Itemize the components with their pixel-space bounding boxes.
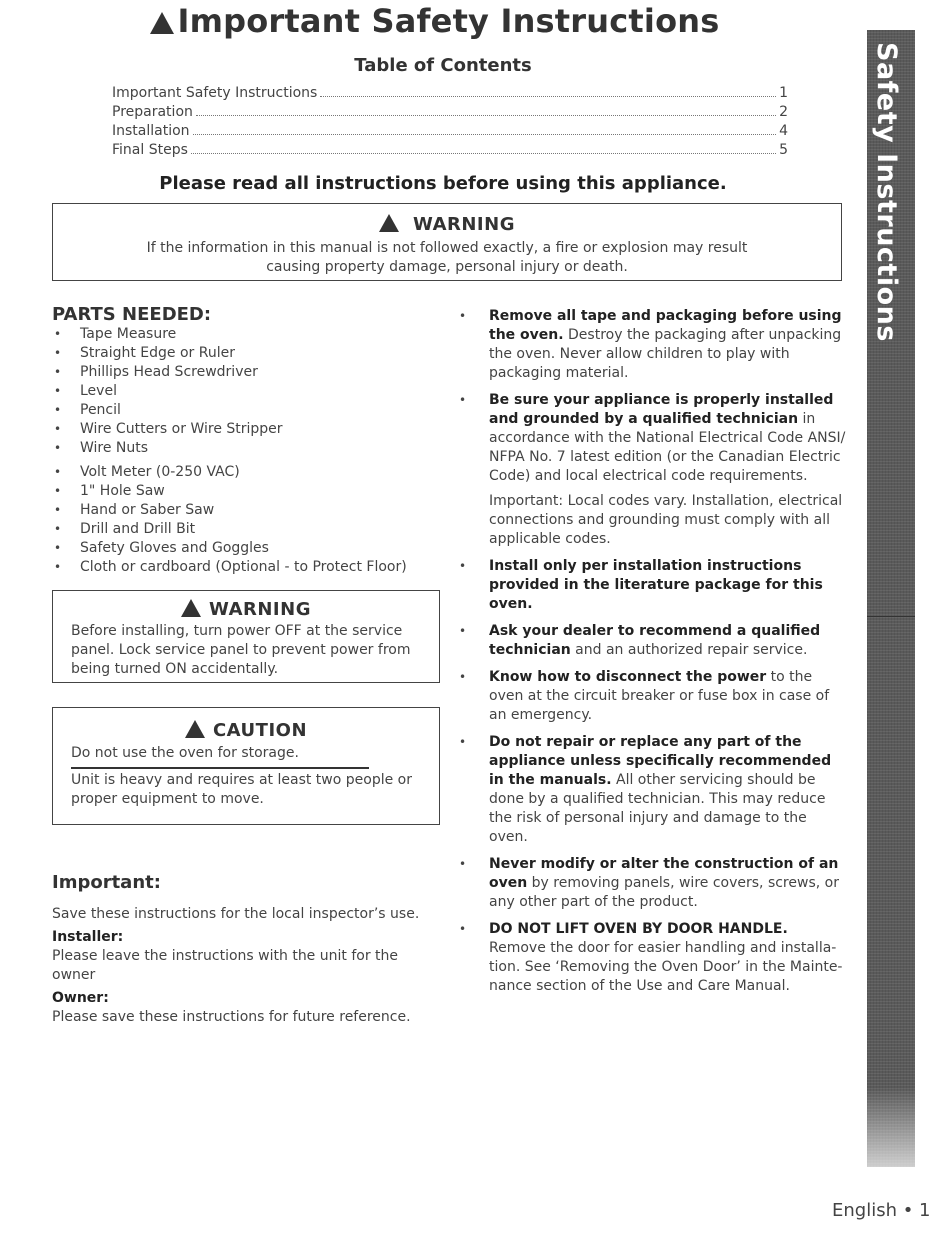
toc-entry[interactable] — [112, 139, 788, 158]
list-item: • Wire Cutters or Wire Stripper — [52, 420, 432, 439]
toc-title: Table of Contents — [354, 55, 532, 76]
warning-text-line: causing property damage, personal injury or death. — [266, 259, 628, 275]
list-item — [459, 668, 847, 725]
warning-heading-text: WARNING — [413, 214, 515, 235]
list-item: • Pencil — [52, 401, 432, 420]
list-item: • Level — [52, 382, 432, 401]
instruction-bold: DO NOT LIFT OVEN BY DOOR HANDLE. — [489, 921, 788, 937]
caution-box — [52, 707, 440, 825]
caution-text-line: Unit is heavy and requires at least two people or — [71, 772, 412, 788]
warning-heading-text: WARNING — [209, 599, 311, 620]
list-item — [459, 855, 847, 912]
toc-entry-label: Preparation — [112, 104, 193, 120]
caution-text-line: Do not use the oven for storage. — [71, 745, 299, 761]
instruction-bold: Remove all tape and packaging before using the oven. — [489, 308, 842, 343]
list-item: • Volt Meter (0-250 VAC) — [52, 463, 432, 482]
caution-heading-text: CAUTION — [212, 720, 308, 741]
list-item — [459, 391, 847, 549]
list-item: • Wire Nuts — [52, 439, 432, 458]
toc-entry-page: 1 — [779, 85, 788, 101]
list-item: • Phillips Head Screwdriver — [52, 363, 432, 382]
owner-label: Owner: — [52, 990, 109, 1006]
installer-label: Installer: — [52, 929, 124, 945]
caution-heading — [53, 718, 439, 741]
warning-text-line: being turned ON accidentally. — [71, 661, 279, 677]
list-item: • Cloth or cardboard (Optional - to Protect Floor) — [52, 558, 432, 577]
warning-triangle-icon — [379, 214, 399, 232]
page-title — [0, 2, 870, 40]
toc-entry-page: 5 — [779, 142, 788, 158]
instruction-bold: Ask your dealer to recommend a qualified technician — [489, 623, 821, 658]
list-item: • Drill and Drill Bit — [52, 520, 432, 539]
instruction-text: All other servicing should be done by a qualified technician. This may reduce the risk of personal injury and damage to the oven. — [489, 772, 826, 845]
warning-box-main — [52, 203, 842, 281]
warning-text — [53, 239, 841, 277]
parts-needed-heading: PARTS NEEDED: — [52, 304, 212, 325]
warning-triangle-icon — [185, 720, 205, 738]
instruction-bold: Do not repair or replace any part of the appliance unless specifically recommended in the manuals. — [489, 734, 832, 788]
instruction-text: Remove the door for easier handling and installa-tion. See ‘Removing the Oven Door’ in the Mainte-nance section of the Use and Care Manual. — [489, 940, 843, 994]
caution-text — [53, 771, 439, 809]
table-of-contents — [112, 82, 788, 158]
toc-leader-dots — [191, 153, 776, 154]
warning-triangle-icon — [181, 599, 201, 617]
caution-divider — [71, 767, 369, 769]
section-sidebar-tab[interactable] — [867, 30, 915, 1167]
toc-entry[interactable] — [112, 120, 788, 139]
instruction-subtext: Important: Local codes vary. Installation, electrical connections and grounding must comply with all applicable codes. — [489, 493, 843, 547]
list-item — [459, 557, 847, 614]
read-instructions-heading: Please read all instructions before using this appliance. — [159, 173, 727, 194]
installer-text: Please leave the instructions with the unit for the owner — [52, 948, 399, 983]
list-item: • Straight Edge or Ruler — [52, 344, 432, 363]
important-body — [52, 905, 422, 1027]
instruction-bold: Install only per installation instructions provided in the literature package for this oven. — [489, 558, 823, 612]
warning-triangle-icon — [150, 12, 174, 34]
instruction-text: in accordance with the National Electrical Code ANSI/ NFPA No. 7 latest edition (or the Canadian Electric Code) and local electrical code requirements. — [489, 411, 846, 484]
list-item: • 1" Hole Saw — [52, 482, 432, 501]
owner-text: Please save these instructions for future reference. — [52, 1009, 411, 1025]
toc-entry[interactable] — [112, 82, 788, 101]
instruction-text: to the oven at the circuit breaker or fuse box in case of an emergency. — [489, 669, 830, 723]
list-item: • Tape Measure — [52, 325, 432, 344]
sidebar-label: Safety Instructions — [871, 42, 902, 342]
sidebar-divider — [867, 616, 915, 617]
instruction-text: and an authorized repair service. — [570, 642, 808, 658]
list-item: • Safety Gloves and Goggles — [52, 539, 432, 558]
list-item: • Hand or Saber Saw — [52, 501, 432, 520]
warning-text-line: If the information in this manual is not followed exactly, a fire or explosion may result — [146, 240, 748, 256]
sidebar-fade — [867, 1087, 915, 1167]
warning-heading — [53, 212, 841, 235]
warning-box-power — [52, 590, 440, 683]
list-item — [459, 307, 847, 383]
warning-text-line: Before installing, turn power OFF at the service — [71, 623, 403, 639]
instruction-bold: Be sure your appliance is properly installed and grounded by a qualified technician — [489, 392, 834, 427]
caution-text-line: proper equipment to move. — [71, 791, 264, 807]
important-heading: Important: — [52, 872, 161, 893]
toc-entry-page: 2 — [779, 104, 788, 120]
list-item — [459, 733, 847, 847]
list-item — [459, 920, 847, 996]
parts-list — [52, 325, 432, 577]
toc-leader-dots — [196, 115, 776, 116]
sidebar-label-wrap — [871, 42, 911, 342]
toc-entry[interactable] — [112, 101, 788, 120]
instruction-bold: Know how to disconnect the power — [489, 669, 767, 685]
instruction-text: Destroy the packaging after unpacking the oven. Never allow children to play with packaging material. — [489, 327, 842, 381]
instruction-text: by removing panels, wire covers, screws, or any other part of the product. — [489, 875, 839, 910]
safety-instructions-list — [459, 307, 847, 1004]
toc-entry-label: Important Safety Instructions — [112, 85, 318, 101]
list-item — [459, 622, 847, 660]
toc-entry-page: 4 — [779, 123, 788, 139]
toc-entry-label: Final Steps — [112, 142, 188, 158]
page-title-text: Important Safety Instructions — [177, 2, 720, 40]
instruction-bold: Never modify or alter the construction of an oven — [489, 856, 839, 891]
toc-leader-dots — [320, 96, 776, 97]
page-number: English • 1 — [832, 1200, 931, 1221]
toc-leader-dots — [193, 134, 777, 135]
toc-entry-label: Installation — [112, 123, 190, 139]
warning-text — [53, 622, 439, 679]
warning-text-line: panel. Lock service panel to prevent power from — [71, 642, 411, 658]
warning-heading — [53, 597, 439, 620]
caution-text — [53, 744, 439, 763]
important-save-text: Save these instructions for the local inspector’s use. — [52, 906, 420, 922]
